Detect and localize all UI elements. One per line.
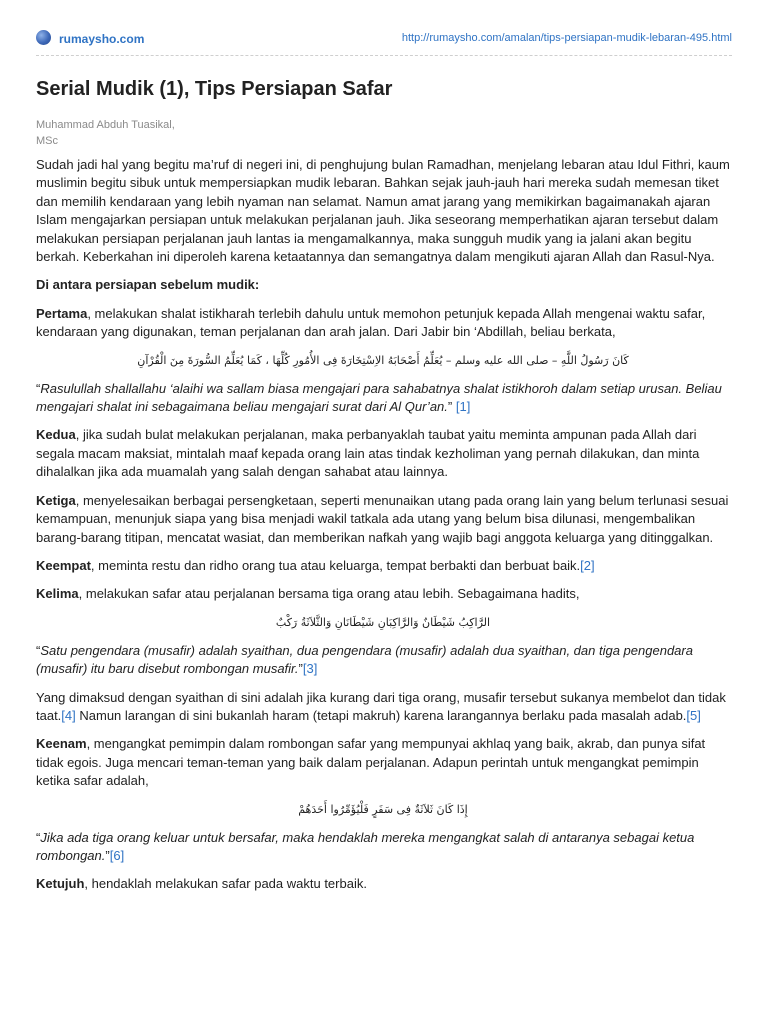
point-keempat <box>36 557 730 575</box>
quote-close: ” <box>447 399 456 415</box>
quote-close: ” <box>105 847 110 863</box>
point-pertama <box>36 305 730 342</box>
quote-open: “ <box>36 642 41 658</box>
point-text: , melakukan shalat istikharah terlebih dahulu untuk memohon petunjuk kepada Allah mengenai waktu safar, kendaraan yang digunakan, teman perjalanan dan arah jalan. Dari Jabir bin ‘Abdillah, beliau berkata, <box>36 305 706 340</box>
explanation-text-1: Yang dimaksud dengan syaithan di sini adalah jika kurang dari tiga orang, musafir tersebut sukanya membelot dan tidak taat. <box>36 689 726 723</box>
point-text: , hendaklah melakukan safar pada waktu terbaik. <box>84 876 367 892</box>
point-label: Keenam <box>36 736 87 752</box>
header-divider <box>36 55 732 56</box>
page-url[interactable]: http://rumaysho.com/amalan/tips-persiapan-mudik-lebaran-495.html <box>401 32 732 44</box>
footnote-link-4[interactable]: [4] <box>61 707 76 723</box>
arabic-hadith-2: الرَّاكِبُ شَيْطَانٌ وَالرَّاكِبَانِ شَيْطَانَانِ وَالثَّلاَثَةُ رَكْبٌ <box>275 615 491 629</box>
point-label: Pertama <box>36 305 88 321</box>
point-keenam <box>36 735 730 790</box>
explanation-text-2: Namun larangan di sini bukanlah haram (tetapi makruh) karena larangannya berlaku pada masalah adab. <box>75 707 687 723</box>
point-text: , melakukan safar atau perjalanan bersama tiga orang atau lebih. Sebagaimana hadits, <box>78 586 580 602</box>
subheading-text: Di antara persiapan sebelum mudik: <box>36 277 260 293</box>
point-ketujuh <box>36 875 730 893</box>
article-author <box>36 117 175 149</box>
article-body <box>36 156 730 904</box>
point-label: Kedua <box>36 427 76 443</box>
arabic-hadith-3: إِذَا كَانَ ثَلاَثَةٌ فِى سَفَرٍ فَلْيُؤَمِّرُوا أَحَدَهُمْ <box>298 802 468 816</box>
point-text: , jika sudah bulat melakukan perjalanan, maka perbanyaklah taubat yaitu meminta ampunan pada Allah dari segala macam maksiat, mintalah maaf kepada orang lain atas tindak kezholiman yang pernah dilakukan, dan minta dihalalkan jika ada muamalah yang salah dengan sahabat atau lainnya. <box>36 427 700 480</box>
quote-open: “ <box>36 829 41 845</box>
quote-1 <box>36 380 730 417</box>
point-ketiga <box>36 492 730 547</box>
footnote-link-1[interactable]: [1] <box>455 399 471 415</box>
explanation-paragraph <box>36 689 730 726</box>
point-text: , meminta restu dan ridho orang tua atau keluarga, tempat berbakti dan berbuat baik. <box>90 557 581 573</box>
point-label: Ketujuh <box>36 876 85 892</box>
point-kelima <box>36 585 730 603</box>
subheading <box>36 276 730 294</box>
point-kedua <box>36 426 730 481</box>
quote-text: Rasulullah shallallahu ‘alaihi wa sallam biasa mengajari para sahabatnya shalat istikhoroh dalam setiap urusan. Beliau mengajari shalat ini sebagaimana beliau mengajari surat dari Al Qur’an. <box>36 380 722 415</box>
quote-text: Jika ada tiga orang keluar untuk bersafar, maka hendaklah mereka mengangkat salah di antaranya sebagai ketua rombongan. <box>36 829 695 863</box>
quote-close: ” <box>298 661 303 677</box>
author-degree: MSc <box>36 135 58 147</box>
article-title: Serial Mudik (1), Tips Persiapan Safar <box>36 78 393 100</box>
footnote-link-2[interactable]: [2] <box>580 557 595 573</box>
point-text: , menyelesaikan berbagai persengketaan, seperti menunaikan utang pada orang lain yang belum terlunasi sesuai kemampuan, menunjuk siapa yang bisa menjadi wakil tatkala ada utang yang belum bisa dilunasi, mengembalikan barang-barang titipan, mencatat wasiat, dan memberikan nafkah yang wajib bagi anggota keluarga yang ditinggalkan. <box>36 492 729 545</box>
arabic-hadith-1: كَانَ رَسُولُ اللَّهِ – صلى الله عليه وسلم – يُعَلِّمُ أَصْحَابَهُ الاِسْتِخَارَةَ فِى الأُمُورِ كُلِّهَا ، كَمَا يُعَلِّمُ السُّورَةَ مِنَ الْقُرْآنِ <box>137 353 629 367</box>
page-header <box>36 31 732 51</box>
footnote-link-3[interactable]: [3] <box>302 661 318 677</box>
intro-paragraph: Sudah jadi hal yang begitu ma’ruf di negeri ini, di penghujung bulan Ramadhan, menjelang lebaran atau Idul Fithri, kaum muslimin begitu sibuk untuk mempersiapkan mudik lebaran. Bahkan sejak jauh-jauh hari mereka sudah memesan tiket dan memilih kendaraan yang lebih nyaman nan selamat. Namun amat jarang yang memikirkan bagaimanakah ajaran Islam mengajarkan persiapan untuk melakukan perjalanan jauh. Jika seseorang memperhatikan ajaran tersebut dalam melakukan persiapan perjalanan jauh lantas ia mengamalkannya, maka sungguh mudik yang ia jalani akan begitu berkah. Keberkahan ini diperoleh karena ketaatannya dan semangatnya dalam mengikuti ajaran Allah dan Rasul-Nya. <box>36 157 730 265</box>
author-name: Muhammad Abduh Tuasikal, <box>36 119 175 131</box>
point-label: Kelima <box>36 586 79 602</box>
quote-open: “ <box>36 380 41 396</box>
point-text: , mengangkat pemimpin dalam rombongan safar yang mempunyai akhlaq yang baik, akrab, dan punya sifat tidak egois. Juga mencari teman-teman yang baik dalam perjalanan. Adapun perintah untuk mengangkat pemimpin ketika safar adalah, <box>36 736 706 789</box>
site-link[interactable] <box>36 31 144 46</box>
point-label: Ketiga <box>36 492 76 508</box>
footnote-link-6[interactable]: [6] <box>109 847 125 863</box>
quote-text: Satu pengendara (musafir) adalah syaithan, dua pengendara (musafir) adalah dua syaithan, dan tiga pengendara (musafir) itu baru disebut rombongan musafir. <box>36 642 693 677</box>
quote-2 <box>36 642 730 679</box>
footnote-link-5[interactable]: [5] <box>686 707 701 723</box>
site-name[interactable]: rumaysho.com <box>59 31 145 46</box>
point-label: Keempat <box>36 557 91 573</box>
quote-3 <box>36 829 730 866</box>
globe-icon <box>36 30 51 45</box>
